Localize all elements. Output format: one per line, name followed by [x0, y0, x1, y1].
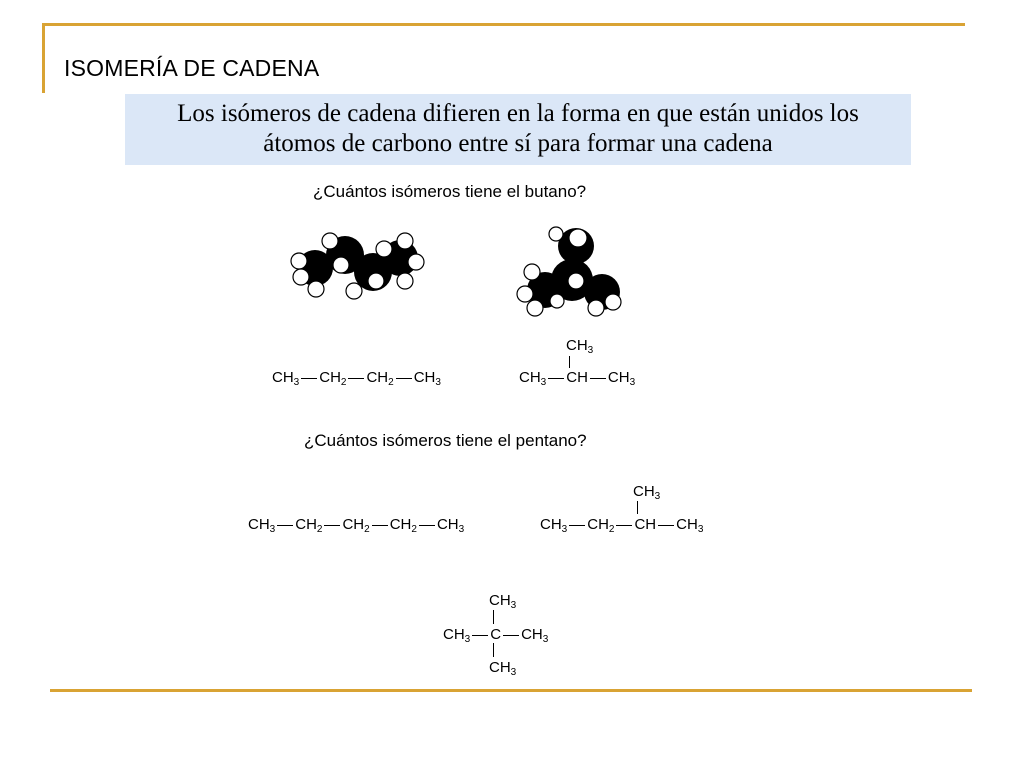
single-bond: [569, 525, 585, 526]
single-bond: [372, 525, 388, 526]
single-bond: [277, 525, 293, 526]
slide-title: ISOMERÍA DE CADENA: [64, 55, 320, 81]
vertical-bond: [569, 356, 570, 368]
neopentane-bottom-group: $CH_3$: [489, 659, 517, 678]
single-bond: [616, 525, 632, 526]
group-ch3: $CH_3$: [248, 516, 276, 535]
isopentane-branch-group: $CH_3$: [633, 483, 661, 502]
definition-line-2: átomos de carbono entre sí para formar una cadena: [263, 130, 773, 157]
left-accent-rule: [42, 23, 45, 93]
isobutane-formula: [519, 369, 635, 388]
group-ch3: $CH_3$: [413, 369, 441, 388]
pentane-question: ¿Cuántos isómeros tiene el pentano?: [304, 431, 587, 450]
single-bond: [324, 525, 340, 526]
group-ch2: $CH_2$: [342, 516, 370, 535]
n-pentane-formula: [248, 516, 464, 535]
group-ch2: $CH_2$: [319, 369, 347, 388]
neopentane-formula: [443, 626, 548, 645]
group-ch3: $CH_3$: [519, 369, 547, 388]
bottom-accent-rule: [50, 689, 972, 692]
n-butane-formula: [272, 369, 441, 388]
vertical-bond: [493, 643, 494, 657]
definition-box: [125, 94, 911, 165]
isopentane-formula: [540, 516, 703, 535]
single-bond: [419, 525, 435, 526]
single-bond: [658, 525, 674, 526]
n-butane-model-image: [285, 225, 430, 305]
single-bond: [590, 378, 606, 379]
group-c: C: [490, 626, 502, 643]
vertical-bond: [637, 501, 638, 514]
single-bond: [301, 378, 317, 379]
isobutane-model-image: [512, 220, 630, 320]
single-bond: [548, 378, 564, 379]
single-bond: [503, 635, 519, 636]
isobutane-branch-group: $CH_3$: [566, 337, 594, 356]
group-ch: CH: [566, 369, 588, 386]
group-ch3: $CH_3$: [272, 369, 300, 388]
single-bond: [396, 378, 412, 379]
vertical-bond: [493, 610, 494, 624]
group-ch2: $CH_2$: [389, 516, 417, 535]
neopentane-top-group: $CH_3$: [489, 592, 517, 611]
butane-question: ¿Cuántos isómeros tiene el butano?: [313, 182, 587, 201]
group-ch2: $CH_2$: [295, 516, 323, 535]
definition-line-1: Los isómeros de cadena difieren en la forma en que están unidos los: [177, 100, 859, 127]
group-ch3: $CH_3$: [443, 626, 471, 645]
single-bond: [472, 635, 488, 636]
group-ch3: $CH_3$: [676, 516, 704, 535]
group-ch: CH: [634, 516, 657, 533]
group-ch2: $CH_2$: [366, 369, 394, 388]
top-accent-rule: [42, 23, 965, 26]
group-ch3: $CH_3$: [607, 369, 636, 388]
group-ch3: $CH_3$: [540, 516, 568, 535]
group-ch3: $CH_3$: [436, 516, 465, 535]
group-ch3: $CH_3$: [521, 626, 549, 645]
single-bond: [348, 378, 364, 379]
group-ch2: $CH_2$: [587, 516, 615, 535]
